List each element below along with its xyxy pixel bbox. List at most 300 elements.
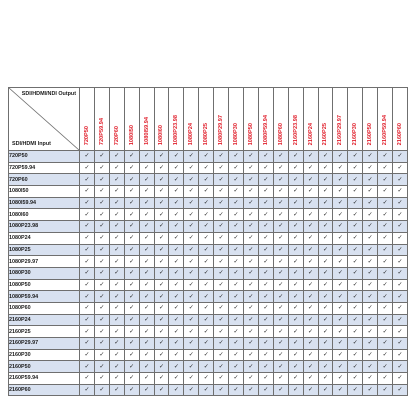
check-cell: ✓ — [124, 384, 139, 396]
check-cell: ✓ — [154, 244, 169, 256]
check-cell: ✓ — [303, 314, 318, 326]
check-cell: ✓ — [303, 291, 318, 303]
check-cell: ✓ — [169, 174, 184, 186]
column-header-label: 1080P50 — [247, 122, 254, 145]
check-cell: ✓ — [243, 349, 258, 361]
check-cell: ✓ — [80, 151, 95, 163]
check-cell: ✓ — [318, 197, 333, 209]
check-cell: ✓ — [80, 162, 95, 174]
check-cell: ✓ — [80, 349, 95, 361]
check-cell: ✓ — [303, 162, 318, 174]
check-cell: ✓ — [199, 314, 214, 326]
check-cell: ✓ — [258, 256, 273, 268]
table-body — [9, 151, 408, 396]
check-cell: ✓ — [184, 326, 199, 338]
check-cell: ✓ — [139, 174, 154, 186]
check-cell: ✓ — [348, 279, 363, 291]
column-header-label: 720P50 — [83, 125, 90, 145]
check-cell: ✓ — [80, 384, 95, 396]
check-cell: ✓ — [139, 361, 154, 373]
check-cell: ✓ — [154, 267, 169, 279]
check-cell: ✓ — [184, 221, 199, 233]
check-cell: ✓ — [378, 256, 393, 268]
check-cell: ✓ — [393, 174, 408, 186]
check-cell: ✓ — [184, 384, 199, 396]
check-cell: ✓ — [363, 151, 378, 163]
check-cell: ✓ — [94, 209, 109, 221]
check-cell: ✓ — [243, 174, 258, 186]
check-cell: ✓ — [303, 326, 318, 338]
check-cell: ✓ — [333, 384, 348, 396]
column-header-label: 1080I59.94 — [143, 117, 150, 145]
table-row — [9, 384, 408, 396]
check-cell: ✓ — [199, 197, 214, 209]
check-cell: ✓ — [333, 314, 348, 326]
check-cell: ✓ — [229, 338, 244, 350]
check-cell: ✓ — [348, 232, 363, 244]
check-cell: ✓ — [184, 174, 199, 186]
check-cell: ✓ — [318, 221, 333, 233]
check-cell: ✓ — [363, 326, 378, 338]
check-cell: ✓ — [348, 338, 363, 350]
column-header — [378, 88, 393, 151]
check-cell: ✓ — [169, 384, 184, 396]
check-cell: ✓ — [288, 256, 303, 268]
column-header-label: 2160P23.98 — [292, 114, 299, 145]
check-cell: ✓ — [378, 232, 393, 244]
check-cell: ✓ — [273, 349, 288, 361]
check-cell: ✓ — [124, 151, 139, 163]
check-cell: ✓ — [139, 232, 154, 244]
check-cell: ✓ — [124, 162, 139, 174]
column-header-label: 1080P30 — [233, 122, 240, 145]
column-header — [199, 88, 214, 151]
check-cell: ✓ — [94, 302, 109, 314]
check-cell: ✓ — [109, 232, 124, 244]
check-cell: ✓ — [378, 338, 393, 350]
check-cell: ✓ — [109, 174, 124, 186]
check-cell: ✓ — [109, 244, 124, 256]
check-cell: ✓ — [199, 291, 214, 303]
check-cell: ✓ — [124, 267, 139, 279]
table-row — [9, 221, 408, 233]
check-cell: ✓ — [333, 361, 348, 373]
check-cell: ✓ — [94, 373, 109, 385]
check-cell: ✓ — [154, 338, 169, 350]
check-cell: ✓ — [393, 326, 408, 338]
format-compatibility-table — [8, 87, 408, 396]
check-cell: ✓ — [318, 373, 333, 385]
column-header — [109, 88, 124, 151]
check-cell: ✓ — [303, 209, 318, 221]
column-header — [154, 88, 169, 151]
check-cell: ✓ — [199, 338, 214, 350]
check-cell: ✓ — [184, 197, 199, 209]
check-cell: ✓ — [229, 186, 244, 198]
check-cell: ✓ — [80, 326, 95, 338]
column-header — [393, 88, 408, 151]
row-header-label: 2160P30 — [9, 349, 80, 361]
check-cell: ✓ — [333, 326, 348, 338]
check-cell: ✓ — [184, 186, 199, 198]
check-cell: ✓ — [288, 384, 303, 396]
check-cell: ✓ — [318, 361, 333, 373]
column-header-label: 2160P25 — [322, 122, 329, 145]
check-cell: ✓ — [348, 314, 363, 326]
row-header-label: 1080I60 — [9, 209, 80, 221]
check-cell: ✓ — [229, 197, 244, 209]
check-cell: ✓ — [363, 221, 378, 233]
check-cell: ✓ — [393, 349, 408, 361]
check-cell: ✓ — [184, 314, 199, 326]
check-cell: ✓ — [288, 197, 303, 209]
check-cell: ✓ — [184, 349, 199, 361]
check-cell: ✓ — [229, 244, 244, 256]
check-cell: ✓ — [303, 186, 318, 198]
check-cell: ✓ — [288, 232, 303, 244]
column-header-label: 720P60 — [113, 125, 120, 145]
check-cell: ✓ — [273, 186, 288, 198]
check-cell: ✓ — [124, 232, 139, 244]
check-cell: ✓ — [243, 256, 258, 268]
check-cell: ✓ — [273, 174, 288, 186]
check-cell: ✓ — [258, 349, 273, 361]
column-header — [94, 88, 109, 151]
check-cell: ✓ — [154, 302, 169, 314]
check-cell: ✓ — [214, 256, 229, 268]
check-cell: ✓ — [243, 326, 258, 338]
check-cell: ✓ — [378, 186, 393, 198]
check-cell: ✓ — [243, 279, 258, 291]
check-cell: ✓ — [169, 361, 184, 373]
check-cell: ✓ — [333, 209, 348, 221]
check-cell: ✓ — [258, 209, 273, 221]
check-cell: ✓ — [303, 244, 318, 256]
row-header-label: 1080P30 — [9, 267, 80, 279]
check-cell: ✓ — [333, 232, 348, 244]
check-cell: ✓ — [124, 244, 139, 256]
check-cell: ✓ — [333, 151, 348, 163]
check-cell: ✓ — [273, 256, 288, 268]
check-cell: ✓ — [348, 361, 363, 373]
check-cell: ✓ — [80, 174, 95, 186]
check-cell: ✓ — [154, 314, 169, 326]
check-cell: ✓ — [139, 162, 154, 174]
check-cell: ✓ — [169, 232, 184, 244]
check-cell: ✓ — [333, 197, 348, 209]
check-cell: ✓ — [80, 267, 95, 279]
column-header-label: 1080I50 — [128, 124, 135, 145]
check-cell: ✓ — [94, 244, 109, 256]
check-cell: ✓ — [393, 232, 408, 244]
check-cell: ✓ — [169, 197, 184, 209]
check-cell: ✓ — [363, 361, 378, 373]
row-header-label: 2160P60 — [9, 384, 80, 396]
check-cell: ✓ — [124, 279, 139, 291]
column-header-label: 1080P23.98 — [173, 114, 180, 145]
check-cell: ✓ — [333, 302, 348, 314]
row-header-label: 720P59.94 — [9, 162, 80, 174]
check-cell: ✓ — [273, 384, 288, 396]
check-cell: ✓ — [229, 373, 244, 385]
check-cell: ✓ — [243, 221, 258, 233]
check-cell: ✓ — [154, 291, 169, 303]
check-cell: ✓ — [303, 232, 318, 244]
check-cell: ✓ — [273, 361, 288, 373]
check-cell: ✓ — [303, 151, 318, 163]
column-header-label: 2160P30 — [352, 122, 359, 145]
check-cell: ✓ — [139, 244, 154, 256]
check-cell: ✓ — [109, 279, 124, 291]
check-cell: ✓ — [199, 232, 214, 244]
check-cell: ✓ — [243, 244, 258, 256]
check-cell: ✓ — [318, 384, 333, 396]
check-cell: ✓ — [199, 244, 214, 256]
check-cell: ✓ — [229, 256, 244, 268]
check-cell: ✓ — [363, 209, 378, 221]
check-cell: ✓ — [124, 302, 139, 314]
column-header — [333, 88, 348, 151]
row-header-label: 1080P23.98 — [9, 221, 80, 233]
table-row — [9, 267, 408, 279]
check-cell: ✓ — [94, 291, 109, 303]
check-cell: ✓ — [94, 174, 109, 186]
check-cell: ✓ — [80, 361, 95, 373]
check-cell: ✓ — [363, 314, 378, 326]
check-cell: ✓ — [333, 279, 348, 291]
check-cell: ✓ — [214, 373, 229, 385]
column-header — [214, 88, 229, 151]
check-cell: ✓ — [378, 326, 393, 338]
check-cell: ✓ — [199, 279, 214, 291]
check-cell: ✓ — [229, 291, 244, 303]
check-cell: ✓ — [94, 162, 109, 174]
check-cell: ✓ — [214, 232, 229, 244]
row-header-label: 1080P60 — [9, 302, 80, 314]
check-cell: ✓ — [333, 162, 348, 174]
check-cell: ✓ — [378, 302, 393, 314]
check-cell: ✓ — [303, 279, 318, 291]
check-cell: ✓ — [258, 373, 273, 385]
check-cell: ✓ — [333, 221, 348, 233]
check-cell: ✓ — [318, 338, 333, 350]
check-cell: ✓ — [94, 361, 109, 373]
check-cell: ✓ — [273, 267, 288, 279]
check-cell: ✓ — [378, 209, 393, 221]
check-cell: ✓ — [169, 186, 184, 198]
check-cell: ✓ — [288, 244, 303, 256]
check-cell: ✓ — [154, 232, 169, 244]
check-cell: ✓ — [139, 197, 154, 209]
check-cell: ✓ — [80, 302, 95, 314]
check-cell: ✓ — [109, 221, 124, 233]
check-cell: ✓ — [333, 174, 348, 186]
table-row — [9, 174, 408, 186]
check-cell: ✓ — [214, 314, 229, 326]
check-cell: ✓ — [80, 209, 95, 221]
check-cell: ✓ — [154, 256, 169, 268]
check-cell: ✓ — [94, 267, 109, 279]
check-cell: ✓ — [273, 151, 288, 163]
check-cell: ✓ — [393, 209, 408, 221]
table-row — [9, 279, 408, 291]
table-row — [9, 197, 408, 209]
check-cell: ✓ — [214, 162, 229, 174]
check-cell: ✓ — [393, 197, 408, 209]
check-cell: ✓ — [94, 221, 109, 233]
check-cell: ✓ — [199, 302, 214, 314]
check-cell: ✓ — [199, 221, 214, 233]
check-cell: ✓ — [393, 162, 408, 174]
check-cell: ✓ — [348, 326, 363, 338]
column-header-label: 1080I60 — [158, 124, 165, 145]
check-cell: ✓ — [214, 244, 229, 256]
check-cell: ✓ — [199, 209, 214, 221]
check-cell: ✓ — [378, 174, 393, 186]
check-cell: ✓ — [348, 174, 363, 186]
check-cell: ✓ — [288, 314, 303, 326]
output-axis-label: SDI/HDMI/NDI Output — [21, 91, 76, 97]
check-cell: ✓ — [94, 338, 109, 350]
check-cell: ✓ — [318, 209, 333, 221]
row-header-label: 2160P50 — [9, 361, 80, 373]
check-cell: ✓ — [288, 373, 303, 385]
check-cell: ✓ — [109, 291, 124, 303]
check-cell: ✓ — [154, 186, 169, 198]
check-cell: ✓ — [273, 209, 288, 221]
check-cell: ✓ — [318, 174, 333, 186]
table-row — [9, 314, 408, 326]
column-header — [258, 88, 273, 151]
check-cell: ✓ — [258, 174, 273, 186]
check-cell: ✓ — [393, 291, 408, 303]
check-cell: ✓ — [258, 197, 273, 209]
check-cell: ✓ — [109, 349, 124, 361]
table-row — [9, 162, 408, 174]
table-row — [9, 209, 408, 221]
check-cell: ✓ — [124, 373, 139, 385]
check-cell: ✓ — [333, 244, 348, 256]
check-cell: ✓ — [393, 151, 408, 163]
check-cell: ✓ — [333, 267, 348, 279]
check-cell: ✓ — [124, 186, 139, 198]
check-cell: ✓ — [169, 256, 184, 268]
check-cell: ✓ — [94, 349, 109, 361]
check-cell: ✓ — [169, 338, 184, 350]
check-cell: ✓ — [169, 279, 184, 291]
check-cell: ✓ — [318, 291, 333, 303]
column-header-label: 2160P59.94 — [382, 114, 389, 145]
row-header-label: 1080P29.97 — [9, 256, 80, 268]
check-cell: ✓ — [363, 244, 378, 256]
check-cell: ✓ — [273, 232, 288, 244]
check-cell: ✓ — [109, 209, 124, 221]
check-cell: ✓ — [378, 314, 393, 326]
check-cell: ✓ — [169, 302, 184, 314]
check-cell: ✓ — [393, 302, 408, 314]
check-cell: ✓ — [139, 302, 154, 314]
check-cell: ✓ — [184, 291, 199, 303]
check-cell: ✓ — [80, 314, 95, 326]
check-cell: ✓ — [94, 151, 109, 163]
check-cell: ✓ — [243, 291, 258, 303]
check-cell: ✓ — [124, 256, 139, 268]
check-cell: ✓ — [288, 186, 303, 198]
check-cell: ✓ — [393, 384, 408, 396]
check-cell: ✓ — [363, 186, 378, 198]
column-header-label: 1080P25 — [203, 122, 210, 145]
check-cell: ✓ — [80, 186, 95, 198]
check-cell: ✓ — [80, 256, 95, 268]
check-cell: ✓ — [229, 302, 244, 314]
check-cell: ✓ — [378, 384, 393, 396]
check-cell: ✓ — [109, 384, 124, 396]
check-cell: ✓ — [124, 174, 139, 186]
row-header-label: 720P60 — [9, 174, 80, 186]
check-cell: ✓ — [363, 197, 378, 209]
check-cell: ✓ — [184, 373, 199, 385]
check-cell: ✓ — [229, 221, 244, 233]
column-header — [80, 88, 95, 151]
check-cell: ✓ — [199, 186, 214, 198]
check-cell: ✓ — [363, 349, 378, 361]
column-header — [124, 88, 139, 151]
check-cell: ✓ — [124, 209, 139, 221]
check-cell: ✓ — [94, 197, 109, 209]
row-header-label: 1080P25 — [9, 244, 80, 256]
check-cell: ✓ — [378, 279, 393, 291]
check-cell: ✓ — [243, 384, 258, 396]
check-cell: ✓ — [288, 291, 303, 303]
check-cell: ✓ — [348, 151, 363, 163]
check-cell: ✓ — [363, 302, 378, 314]
check-cell: ✓ — [184, 162, 199, 174]
row-header-label: 720P50 — [9, 151, 80, 163]
check-cell: ✓ — [184, 302, 199, 314]
row-header-label: 2160P29.97 — [9, 338, 80, 350]
table-row — [9, 244, 408, 256]
check-cell: ✓ — [243, 197, 258, 209]
column-header-label: 1080P59.94 — [262, 114, 269, 145]
check-cell: ✓ — [258, 314, 273, 326]
check-cell: ✓ — [139, 373, 154, 385]
check-cell: ✓ — [258, 221, 273, 233]
column-header — [273, 88, 288, 151]
check-cell: ✓ — [154, 373, 169, 385]
check-cell: ✓ — [258, 232, 273, 244]
check-cell: ✓ — [288, 162, 303, 174]
check-cell: ✓ — [378, 361, 393, 373]
check-cell: ✓ — [139, 151, 154, 163]
check-cell: ✓ — [199, 162, 214, 174]
check-cell: ✓ — [229, 209, 244, 221]
check-cell: ✓ — [199, 151, 214, 163]
check-cell: ✓ — [199, 256, 214, 268]
check-cell: ✓ — [288, 174, 303, 186]
row-header-label: 1080P50 — [9, 279, 80, 291]
check-cell: ✓ — [154, 349, 169, 361]
check-cell: ✓ — [80, 338, 95, 350]
check-cell: ✓ — [109, 361, 124, 373]
check-cell: ✓ — [124, 349, 139, 361]
check-cell: ✓ — [243, 373, 258, 385]
table-row — [9, 302, 408, 314]
check-cell: ✓ — [154, 361, 169, 373]
check-cell: ✓ — [333, 256, 348, 268]
check-cell: ✓ — [214, 221, 229, 233]
check-cell: ✓ — [378, 151, 393, 163]
check-cell: ✓ — [94, 256, 109, 268]
